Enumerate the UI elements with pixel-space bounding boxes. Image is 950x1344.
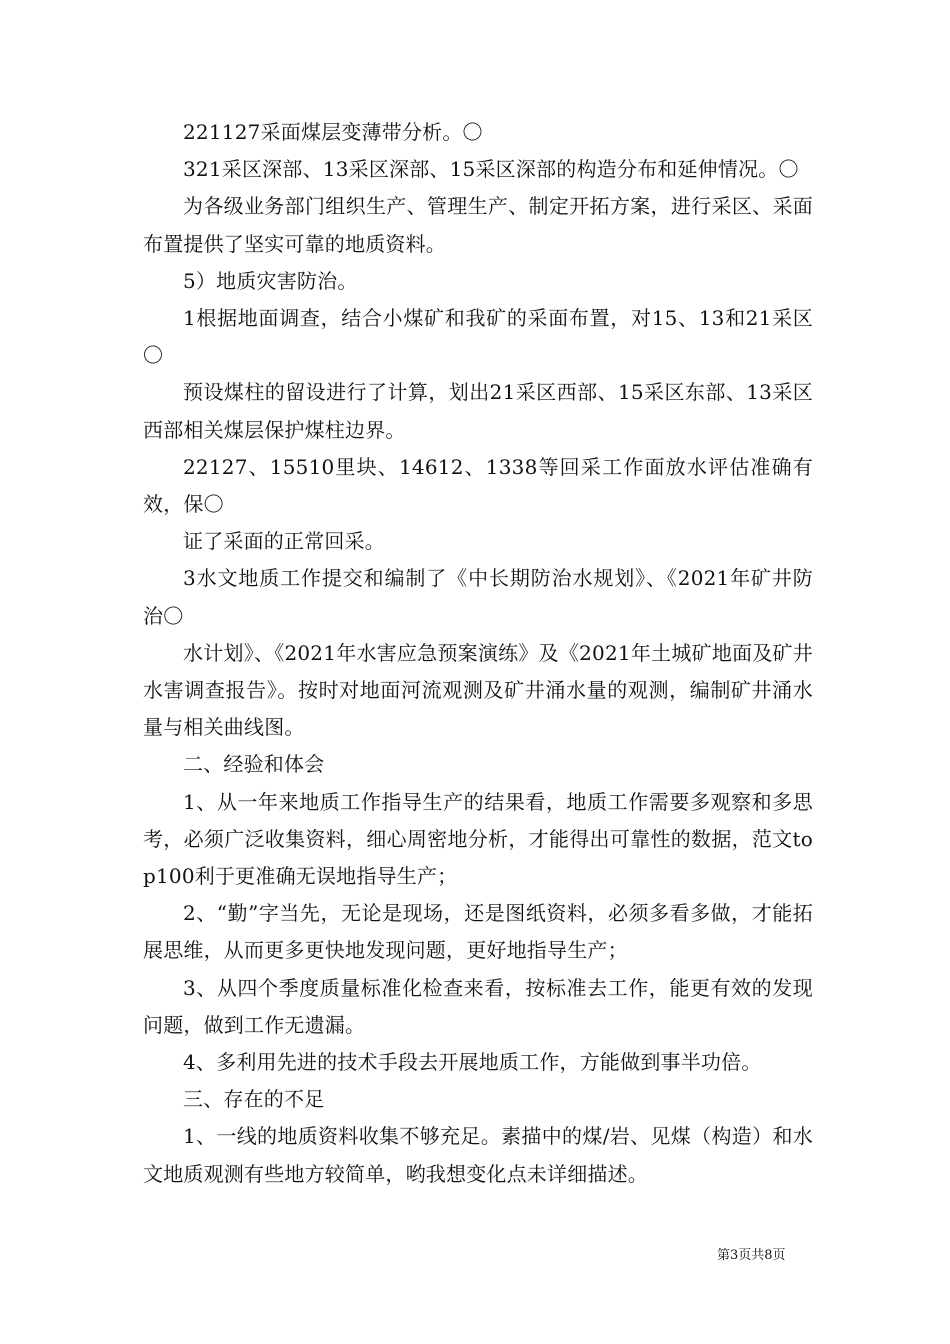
paragraph-2: 321采区深部、13采区深部、15采区深部的构造分布和延伸情况。〇	[183, 157, 799, 182]
section-heading-geohazard: 5）地质灾害防治。	[183, 268, 358, 293]
paragraph-12: 1、从一年来地质工作指导生产的结果看，地质工作需要多观察和多思考，必须广泛收集资料，细心周密地分析，才能得出可靠性的数据，范文top100利于更准确无误地指导生产；	[143, 789, 813, 889]
paragraph-14: 3、从四个季度质量标准化检查来看，按标准去工作，能更有效的发现问题，做到工作无遗漏。	[143, 975, 813, 1037]
paragraph-13: 2、“勤”字当先，无论是现场，还是图纸资料，必须多看多做，才能拓展思维，从而更多更快地发现问题，更好地指导生产；	[143, 901, 813, 963]
paragraph-5: 1根据地面调查，结合小煤矿和我矿的采面布置，对15、13和21采区〇	[143, 306, 813, 368]
section-heading-shortcomings: 三、存在的不足	[183, 1087, 325, 1112]
paragraph-10: 水计划》、《2021年水害应急预案演练》及《2021年土城矿地面及矿井水害调查报告》。按时对地面河流观测及矿井涌水量的观测，编制矿井涌水量与相关曲线图。	[143, 640, 813, 740]
paragraph-1: 221127采面煤层变薄带分析。〇	[183, 120, 483, 144]
paragraph-3: 为各级业务部门组织生产、管理生产、制定开拓方案，进行采区、采面布置提供了坚实可靠的地质资料。	[143, 194, 813, 256]
section-heading-experience: 二、经验和体会	[183, 752, 325, 777]
paragraph-17: 1、一线的地质资料收集不够充足。素描中的煤/岩、见煤（构造）和水文地质观测有些地方较简单，哟我想变化点未详细描述。	[143, 1124, 813, 1186]
document-body	[143, 114, 813, 1193]
paragraph-8: 证了采面的正常回采。	[183, 529, 385, 554]
paragraph-6: 预设煤柱的留设进行了计算，划出21采区西部、15采区东部、13采区西部相关煤层保护煤柱边界。	[143, 380, 813, 442]
paragraph-9: 3水文地质工作提交和编制了《中长期防治水规划》、《2021年矿井防治〇	[143, 566, 813, 628]
page-number: 第3页共8页	[717, 1248, 786, 1263]
paragraph-7: 22127、15510里块、14612、1338等回采工作面放水评估准确有效，保〇	[143, 454, 813, 517]
paragraph-15: 4、多利用先进的技术手段去开展地质工作，方能做到事半功倍。	[183, 1050, 762, 1075]
